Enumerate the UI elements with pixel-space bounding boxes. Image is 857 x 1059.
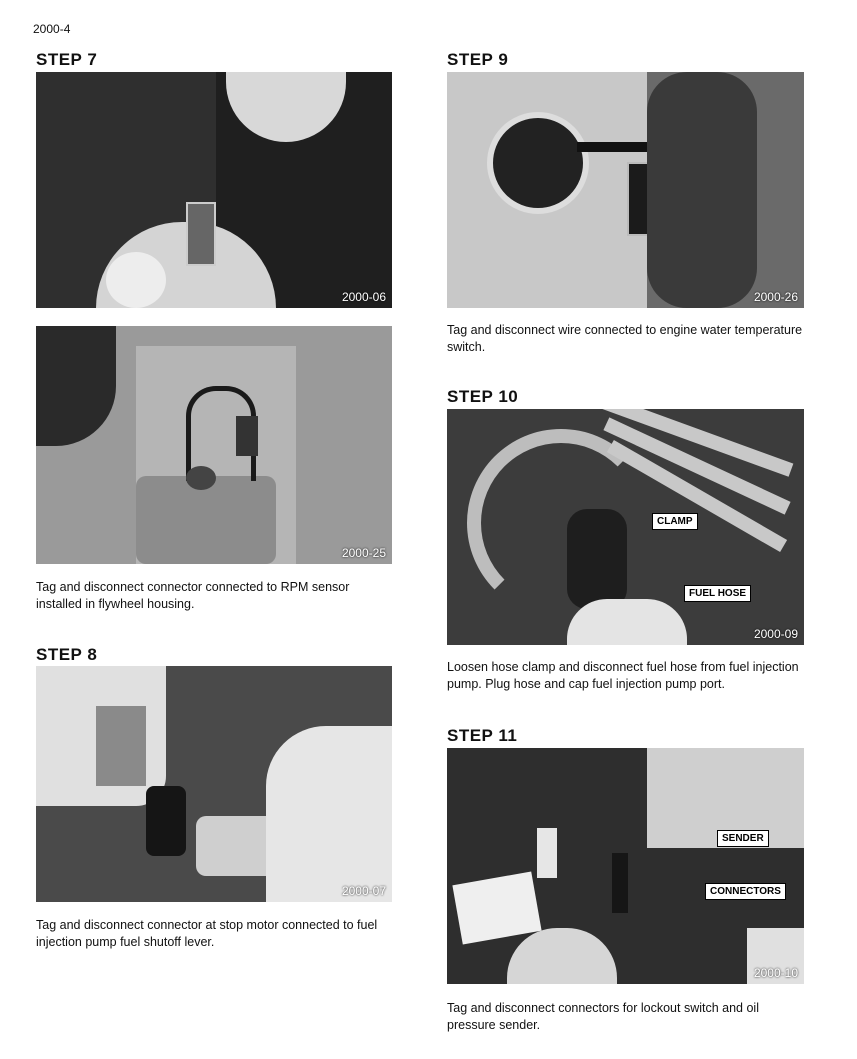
- figure-number: 2000-26: [753, 290, 798, 304]
- step-9-heading: STEP 9: [447, 50, 509, 69]
- callout-fuel-hose: FUEL HOSE: [684, 585, 751, 602]
- callout-sender: SENDER: [717, 830, 769, 847]
- caption-step-7: Tag and disconnect connector connected to RPM sensor installed in flywheel housing.: [36, 580, 350, 611]
- figure-number: 2000-25: [341, 546, 386, 560]
- figure-number: 2000-07: [341, 884, 386, 898]
- caption-step-10: Loosen hose clamp and disconnect fuel hose from fuel injection pump. Plug hose and cap fuel injection pump port.: [447, 660, 799, 691]
- page-number: 2000-4: [33, 22, 71, 36]
- photo-step-7-rpm-sensor: [36, 326, 392, 564]
- caption-step-11: Tag and disconnect connectors for lockout switch and oil pressure sender.: [447, 1001, 759, 1032]
- photo-step-10-fuel-hose: [447, 409, 804, 645]
- callout-connectors: CONNECTORS: [705, 883, 786, 900]
- figure-number: 2000-09: [753, 627, 798, 641]
- step-10-heading: STEP 10: [447, 387, 519, 406]
- step-7-heading: STEP 7: [36, 50, 98, 69]
- photo-step-9-water-temp-switch: [447, 72, 804, 308]
- photo-step-8-stop-motor: [36, 666, 392, 902]
- callout-clamp: CLAMP: [652, 513, 698, 530]
- figure-number: 2000-06: [341, 290, 386, 304]
- step-11-heading: STEP 11: [447, 726, 518, 745]
- caption-step-9: Tag and disconnect wire connected to engine water temperature switch.: [447, 323, 803, 354]
- caption-step-8: Tag and disconnect connector at stop motor connected to fuel injection pump fuel shutoff lever.: [36, 918, 378, 949]
- photo-step-11-connectors: [447, 748, 804, 984]
- figure-number: 2000-10: [753, 966, 798, 980]
- photo-step-7-connector: [36, 72, 392, 308]
- step-8-heading: STEP 8: [36, 645, 98, 664]
